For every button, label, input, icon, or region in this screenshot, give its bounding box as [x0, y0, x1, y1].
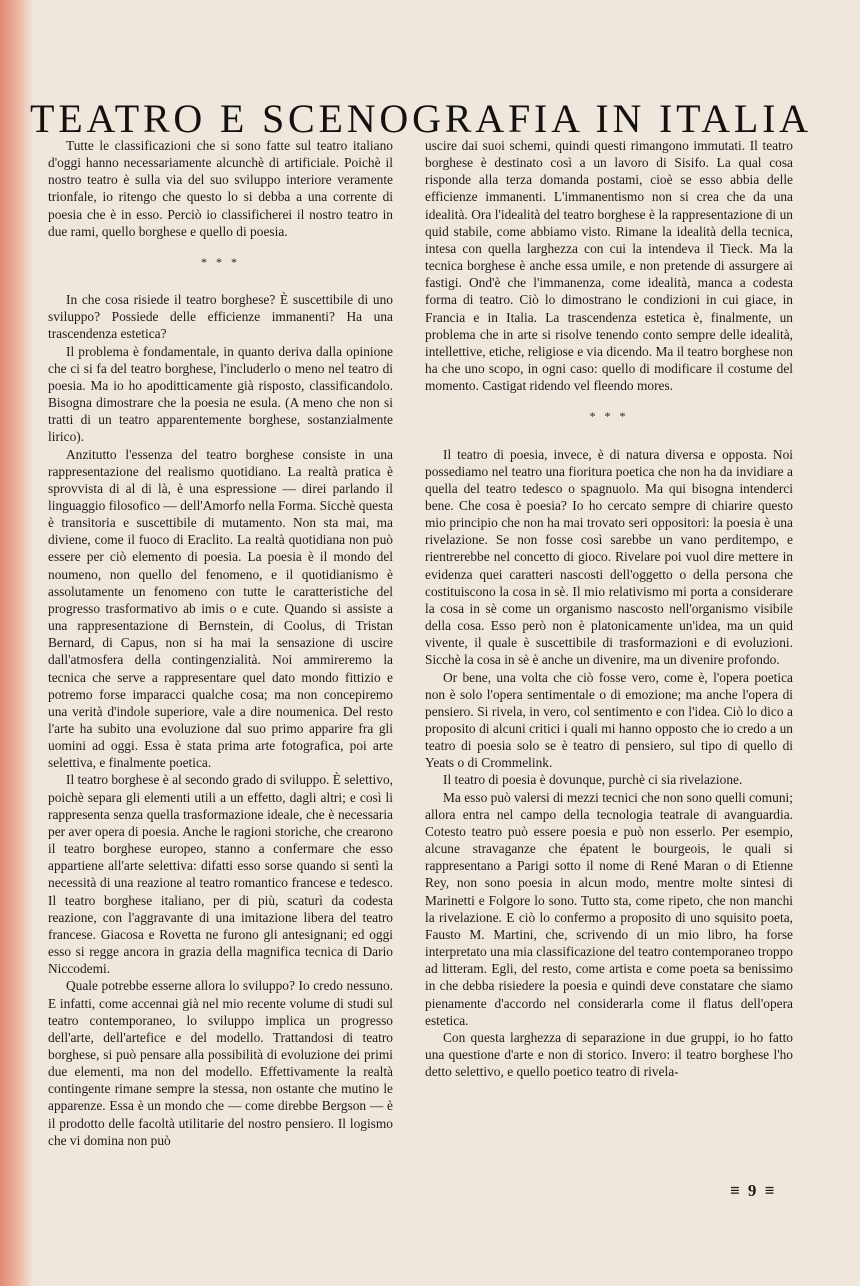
- paragraph: Il problema è fondamentale, in quanto deriva dalla opinione che ci si fa del teatro borghese, l'includerlo o meno nel teatro di poesia. Ma io ho apoditticamente già risposto, classificandolo. Bisogna dimostrare che la poesia ne esula. (A meno che non si tratti di un teatro apparentemente borghese, sostanzialmente lirico).: [48, 343, 393, 445]
- paragraph: Il teatro di poesia, invece, è di natura diversa e opposta. Noi possediamo nel teatro una fioritura poetica che non ha da invidiare a quella del teatro tedesco o spagnuolo. Ma qui bisogna intenderci bene. Che cosa è poesia? Io ho cercato sempre di chiarire questo mio principio che non ha mai trovato seri oppositori: la poesia è una rivelazione. Se non fosse così sarebbe un vano perditempo, e rientrerebbe nel concetto di gioco. Rivelare poi vuol dire mettere in evidenza quei caratteri nascosti dell'oggetto o della persona che costituiscono la cosa in sè. Il mio relativismo mi porta a considerare la cosa in sè come un organismo nascosto nell'organismo visibile della cosa. Esso però non è platonicamente un'idea, ma un quid vivente, il quale è suscettibile di trasformazioni e di evoluzioni. Sicchè la cosa in sè è anche un divenire, ma un divenire profondo.: [425, 446, 793, 668]
- left-column: [48, 137, 393, 1149]
- page-number: ≡ 9 ≡: [730, 1181, 777, 1200]
- paragraph: Con questa larghezza di separazione in due gruppi, io ho fatto una questione d'arte e non di storico. Invero: il teatro borghese l'ho detto selettivo, e quello poetico teatro di rivela-: [425, 1029, 793, 1080]
- paragraph: uscire dai suoi schemi, quindi questi rimangono immutati. Il teatro borghese è destinato così a un lavoro di Sisifo. La qual cosa risponde alla terza domanda postami, cioè se esso abbia delle efficienze immanenti. L'immanentismo non si crea che da una idealità. Ora l'idealità del teatro borghese è la rappresentazione di un quid stabile, come abbiamo visto. Rimane la idealità della tecnica, intesa con quella larghezza con cui la intendeva il Tieck. Ma la tecnica borghese è anche essa umile, e non pretende di assurgere ai fastigi. Ond'è che l'immanenza, come idealità, manca a codesta forma di teatro. Ciò lo dimostrano le condizioni in cui giace, in Francia e in Italia. La trascendenza estetica è, finalmente, un problema che in arte si risolve tenendo conto sempre delle idealità, intellettive, etiche, religiose e via dicendo. Ma il teatro borghese non ha che uno scopo, in ogni caso: quello di modificare il costume del momento. Castigat ridendo vel fleendo mores.: [425, 138, 793, 394]
- right-column: [425, 137, 793, 1080]
- paragraph: Quale potrebbe esserne allora lo sviluppo? Io credo nessuno. E infatti, come accennai già nel mio recente volume di studi sul teatro contemporaneo, lo sviluppo implica un progresso dell'arte, dell'artefice e del modello. Trattandosi di teatro borghese, si può pensare alla possibilità di evoluzione dei primi due elementi, ma non del modello. Effettivamente la realtà contingente rimane sempre la stessa, non ostante che mutino le apparenze. Essa è un mondo che — come direbbe Bergson — è il prodotto delle facoltà utilitarie del nostro pensiero. Il logismo che vi domina non può: [48, 978, 393, 1148]
- section-separator: * * *: [589, 409, 629, 424]
- paragraph: Il teatro borghese è al secondo grado di sviluppo. È selettivo, poichè separa gli elementi utili a un effetto, dagli altri; e così li rappresenta senza quella trasformazione ideale, che è necessaria per aver opera di poesia. Anche le ragioni storiche, che crearono il teatro borghese europeo, stanno a confermare che esso appartiene all'arte selettiva: difatti esso sorse quando si sentì la necessità di una reazione al teatro romantico francese e tedesco. Il teatro borghese italiano, per di più, scaturì da codesta reazione, con l'aggravante di una imitazione libera del teatro francese. Giacosa e Rovetta ne furono gli antesignani; ed oggi esso si regge ancora in grazia della magnifica tecnica di Dario Niccodemi.: [48, 772, 393, 977]
- paragraph: Ma esso può valersi di mezzi tecnici che non sono quelli comuni; allora entra nel campo della tecnologia teatrale di avanguardia. Cotesto teatro può essere poesia e può non esserlo. Per esempio, alcune stravaganze che épatent le bourgeois, le quali si rappresentano a Parigi sotto il nome di René Maran o di Etienne Rey, non sono poesia in alcun modo, mentre molte sintesi di Marinetti e Folgore lo sono. Tutto sta, come ripeto, che non manchi la rivelazione. E ciò lo confermo a proposito di uno squisito poeta, Fausto M. Martini, che, scrivendo di un mio libro, ha forse interpretato una mia classificazione del teatro contemporaneo troppo ad litteram. Egli, del resto, come artista e come poeta sa benissimo in che debba risiedere la poesia e quindi deve constatare che siamo pienamente d'accordo nel considerarla come il flatus dell'opera estetica.: [425, 789, 793, 1028]
- paragraph: Il teatro di poesia è dovunque, purchè ci sia rivelazione.: [443, 772, 743, 788]
- paragraph: In che cosa risiede il teatro borghese? È suscettibile di uno sviluppo? Possiede delle efficienze immanenti? Ha una trascendenza estetica?: [48, 292, 393, 342]
- paragraph: Tutte le classificazioni che si sono fatte sul teatro italiano d'oggi hanno necessariamente alcunchè di artificiale. Poichè il nostro teatro è sulla via del suo sviluppo interiore veramente trionfale, io ritengo che questo lo si debba a una corrente di poesia che è in esso. Perciò io classificherei il nostro teatro in due rami, quello borghese e quello di poesia.: [48, 138, 393, 239]
- paragraph: Or bene, una volta che ciò fosse vero, come è, l'opera poetica non è solo l'opera sentimentale o di emozione; ma anche l'opera di pensiero. Si rivela, in vero, col sentimento e con l'idea. Ciò lo dico a proposito di alcuni critici i quali mi hanno opposto che io credo a un teatro di poesia solo se è teatro di pensiero, sul tipo di quello di Yeats o di Crommelink.: [425, 669, 793, 771]
- page-edge-shadow: [0, 0, 34, 1286]
- section-separator: * * *: [201, 254, 240, 269]
- page-title: TEATRO E SCENOGRAFIA IN ITALIA: [30, 95, 812, 141]
- paragraph: Anzitutto l'essenza del teatro borghese consiste in una rappresentazione del realismo quotidiano. La realtà pratica è sprovvista di al di là, è una espressione — direi parlando il linguaggio filosofico — dell'Amorfo nella Forma. Sicchè questa è transitoria e suscettibile di mutamento. Non sta mai, ma diviene, come il fuoco di Eraclito. La realtà quotidiana non può essere per ciò elemento di poesia. La poesia è il mondo del noumeno, non quello del fenomeno, e il quotidianismo è assolutamente un fenomeno con tutte le caratteristiche del progresso trasformativo ab imis o e cute. Quando si assiste a una rappresentazione di Bernstein, di Coolus, di Tristan Bernard, di Capus, non si ha mai la sensazione di uscire dall'atmosfera della contingenzialità. Noi ammireremo la tecnica che serve a rappresentare quel dato mondo fittizio e potremo forse imparacci qualche cosa; ma non concepiremo una verità d'indole superiore, vale a dire noumenica. Del resto l'arte ha subito una evoluzione dal suo primo apparire fra gli uomini ad oggi. Essa è stata prima arte fotografica, poi arte selettiva, e finalmente poetica.: [48, 446, 393, 771]
